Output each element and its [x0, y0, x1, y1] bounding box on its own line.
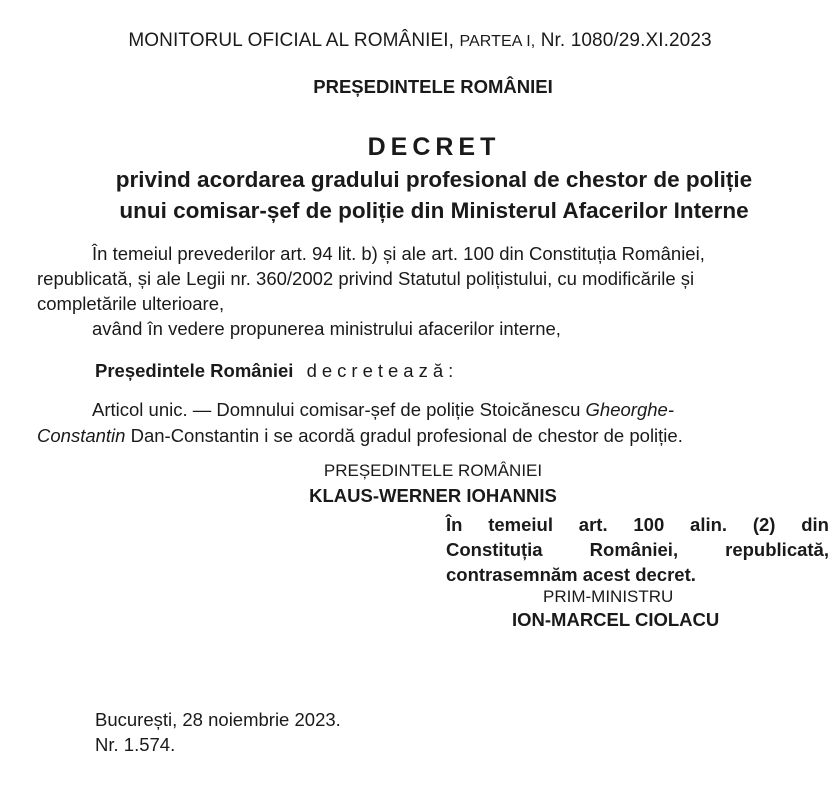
decree-title-line-1: privind acordarea gradului profesional de chestor de poliție — [115, 167, 753, 192]
journal-issue: Nr. 1080/29.XI.2023 — [540, 30, 712, 51]
article-line-1-text: Articol unic. — Domnului comisar-șef de poliție Stoicănescu — [92, 399, 581, 420]
preamble-line-2: republicată, și ale Legii nr. 360/2002 privind Statutul polițistului, cu modificările și — [37, 268, 695, 289]
preamble-line-1: În temeiul prevederilor art. 94 lit. b) și ale art. 100 din Constituția României, — [92, 243, 705, 264]
decree-number: Nr. 1.574. — [95, 734, 176, 755]
decree-label: DECRET — [367, 133, 501, 161]
article-line-2-text: Dan-Constantin i se acordă gradul profesional de chestor de poliție. — [130, 425, 683, 446]
issuer-heading: PREȘEDINTELE ROMÂNIEI — [313, 76, 553, 97]
journal-part: PARTEA I, — [459, 33, 536, 50]
president-label: PREȘEDINTELE ROMÂNIEI — [323, 461, 543, 480]
prime-minister-name: ION-MARCEL CIOLACU — [512, 609, 720, 630]
decreeing-verb: decretează: — [306, 360, 459, 381]
prime-minister-label: PRIM-MINISTRU — [543, 587, 674, 606]
article-body — [37, 397, 831, 449]
decree-title-line-2: unui comisar-șef de poliție din Ministerul Afacerilor Interne — [119, 198, 749, 223]
place-and-date: București, 28 noiembrie 2023. — [95, 709, 341, 730]
journal-header — [0, 30, 840, 52]
decreeing-subject: Președintele României — [95, 360, 294, 381]
article-line-1-italic: Gheorghe- — [585, 399, 674, 420]
president-name: KLAUS-WERNER IOHANNIS — [309, 485, 557, 506]
preamble — [37, 241, 831, 341]
countersign-line-1: În temeiul art. 100 alin. (2) din — [446, 514, 829, 535]
countersign-block — [446, 512, 829, 587]
article-line-1 — [37, 397, 831, 423]
decreeing-formula — [95, 360, 458, 382]
article-line-2-italic: Constantin — [37, 425, 126, 446]
countersign-line-2: Constituția României, republicată, — [446, 539, 829, 560]
countersign-line-3: contrasemnăm acest decret. — [446, 564, 696, 585]
article-line-2 — [37, 423, 831, 449]
preamble-line-4: având în vedere propunerea ministrului afacerilor interne, — [92, 318, 561, 339]
preamble-line-3: completările ulterioare, — [37, 293, 225, 314]
journal-name: MONITORUL OFICIAL AL ROMÂNIEI, — [128, 30, 455, 51]
